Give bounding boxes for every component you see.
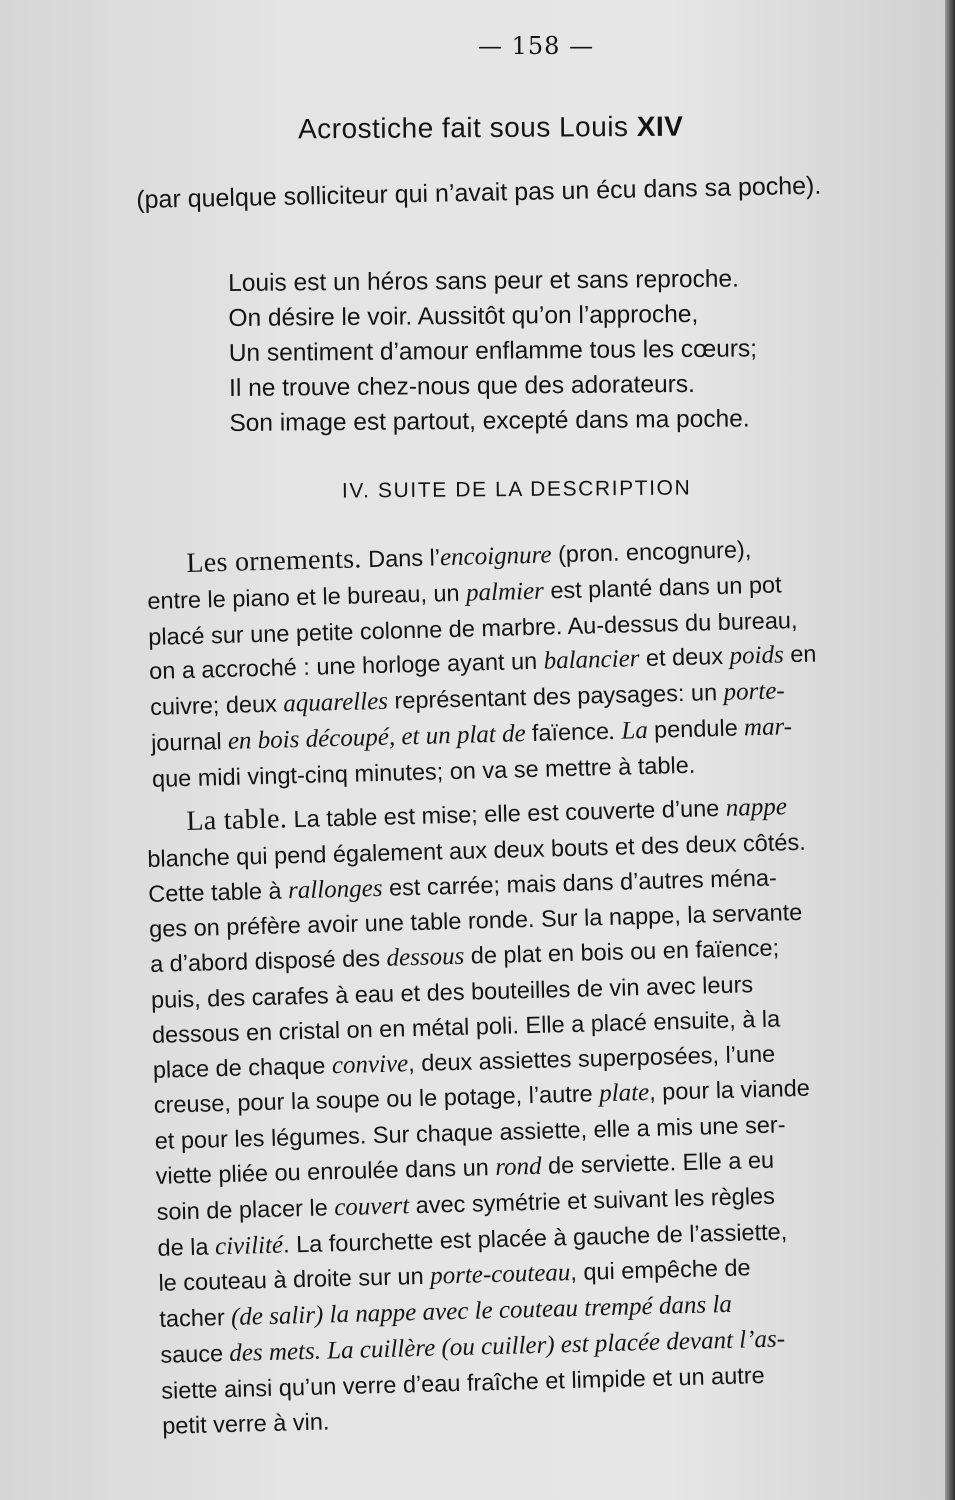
paragraph-table (146, 785, 952, 1443)
text-run: journal (150, 728, 222, 756)
italic-term: plate (598, 1079, 650, 1108)
text-run: on a accroché : une horloge ayant un (148, 648, 544, 685)
text-run: , pour la viande (648, 1075, 811, 1106)
text-run: puis, des carafes à eau et des bouteilles de vin avec leurs (150, 971, 754, 1013)
text-run: tacher (159, 1304, 226, 1332)
italic-term: couvert (333, 1192, 410, 1221)
italic-term: convive (331, 1049, 409, 1079)
paragraph-lead: Les ornements. (186, 543, 363, 579)
poem-line: On désire le voir. Aussitôt qu’on l’approche, (228, 300, 699, 332)
text-run: placé sur une petite colonne de marbre. Au-dessus du bureau, (147, 606, 798, 650)
text-run: que midi vingt-cinq minutes; on va se mettre à table. (151, 751, 696, 792)
poem-line: Un sentiment d’amour enflamme tous les cœurs; (228, 335, 758, 367)
text-run: de la (157, 1232, 216, 1261)
paragraph-indent (147, 830, 187, 831)
text-run: de plat en bois ou en faïence; (463, 934, 780, 969)
italic-term: dessous (386, 942, 465, 972)
text-run: sauce (160, 1340, 224, 1368)
text-run: Dans l’ (361, 544, 441, 573)
text-run: , qui empêche de (569, 1254, 751, 1286)
text-run: viette pliée ou enroulée dans un (155, 1153, 496, 1189)
paragraph-indent (147, 572, 187, 573)
italic-term: nappe (725, 793, 788, 822)
acrostic-subtitle: (par quelque solliciteur qui n’avait pas un écu dans sa poche). (136, 171, 822, 214)
italic-term: poids (729, 641, 785, 671)
text-run: blanche qui pend également aux deux bouts et des deux côtés. (147, 828, 806, 872)
italic-term: en bois découpé, et un plat de (221, 719, 533, 756)
italic-term: des mets. La cuillère (ou cuiller) est placée devant l’as- (222, 1325, 786, 1368)
poem-line: Il ne trouve chez-nous que des adorateurs. (228, 370, 695, 402)
text-run: soin de placer le (156, 1193, 335, 1225)
text-run: et pour les légumes. Sur chaque assiette, elle a mis une ser- (154, 1111, 786, 1155)
page-number: — 158 — (478, 32, 595, 60)
italic-term: . La (608, 716, 655, 745)
text-run: creuse, pour la soupe ou le potage, l’autre (153, 1080, 600, 1119)
poem-line: Louis est un héros sans peur et sans reproche. (228, 265, 739, 297)
italic-term: porte- (723, 677, 786, 707)
text-run: La table est mise; elle est couverte d’une (286, 794, 727, 833)
italic-term: rallonges (287, 874, 383, 904)
text-run: de serviette. Elle a eu (541, 1146, 775, 1179)
italic-term: encoignure (439, 541, 552, 572)
italic-term: civilité (214, 1231, 284, 1260)
text-run: cuivre; deux (149, 690, 284, 721)
italic-term: balancier (543, 645, 640, 676)
italic-term: mar- (737, 713, 793, 742)
text-run: en (783, 640, 817, 668)
section-heading: IV. SUITE DE LA DESCRIPTION (341, 476, 692, 503)
text-run: siette ainsi qu’un verre d’eau fraîche et limpide et un autre (160, 1361, 765, 1404)
italic-term: aquarelles (283, 687, 389, 718)
paragraph-lead: La table. (186, 803, 288, 837)
italic-term: (de salir) la nappe avec le couteau trempé dans la (224, 1290, 733, 1332)
paragraph-ornements (146, 527, 942, 796)
italic-term: rond (494, 1152, 542, 1181)
text-run: a d’abord disposé des (149, 944, 387, 978)
italic-term: palmier (465, 577, 545, 607)
acrostic-title-numeral: XIV (636, 110, 684, 142)
text-run: petit verre à vin. (161, 1407, 330, 1439)
text-run: (pron. encognure), (551, 536, 752, 568)
text-run: place de chaque (152, 1051, 333, 1083)
text-run: pendule (653, 714, 739, 743)
poem-line: Son image est partout, excepté dans ma poche. (229, 405, 750, 437)
text-run: est planté dans un pot (543, 571, 782, 604)
text-run: dessous en cristal on en métal poli. Elle a placé ensuite, à la (151, 1005, 781, 1048)
acrostic-poem (228, 261, 758, 441)
text-run: Cette table à (147, 876, 289, 907)
text-run: le couteau à droite sur un (158, 1263, 431, 1297)
text-run: et deux (639, 643, 730, 672)
text-run: avec symétrie et suivant les règles (408, 1182, 776, 1219)
italic-term: porte-couteau (429, 1259, 571, 1291)
text-run: est carrée; mais dans d’autres ména- (382, 864, 778, 901)
text-run: . La fourchette est placée à gauche de l’assiette, (282, 1217, 788, 1258)
text-run: faïence (531, 717, 610, 746)
text-run: , deux assiettes superposées, l’une (407, 1040, 776, 1076)
text-run: ges on préfère avoir une table ronde. Sur la nappe, la servante (148, 899, 803, 943)
acrostic-title-text: Acrostiche fait sous Louis (297, 110, 637, 145)
text-run: représentant des paysages: un (387, 679, 724, 714)
text-run: entre le piano et le bureau, un (147, 579, 467, 614)
acrostic-title (298, 111, 684, 146)
